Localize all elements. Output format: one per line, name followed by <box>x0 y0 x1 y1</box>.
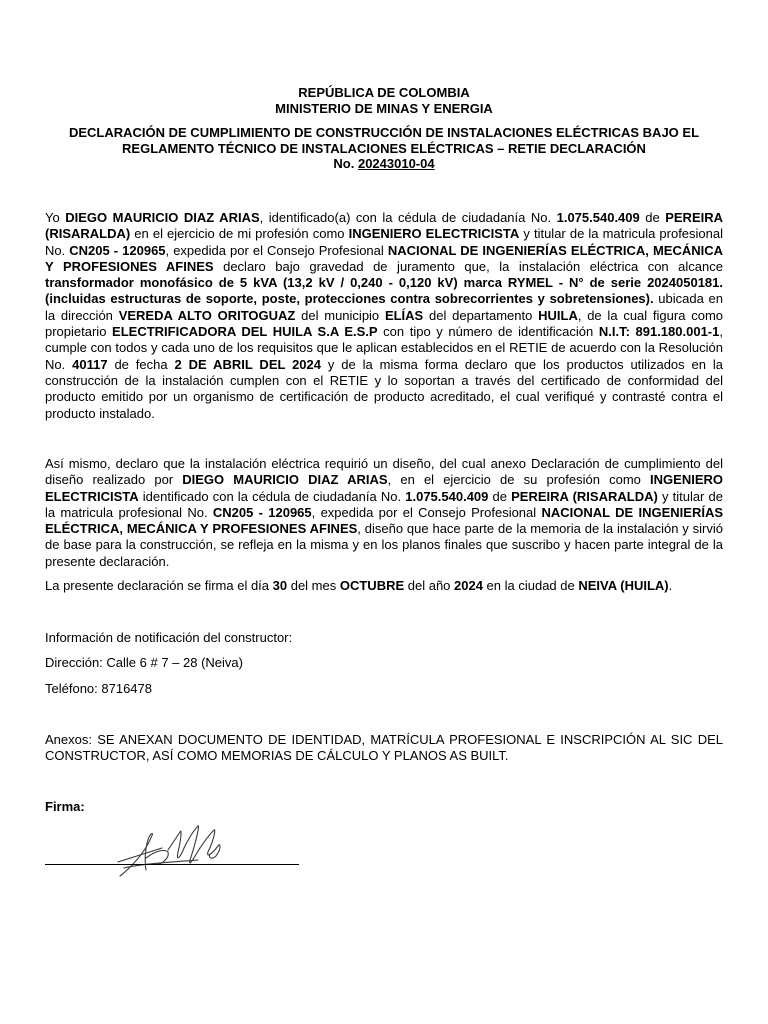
text-run: , identificado(a) con la cédula de ciudadanía No. <box>259 210 557 225</box>
text-run: La presente declaración se firma el día <box>45 578 273 593</box>
annex-statement: Anexos: SE ANEXAN DOCUMENTO DE IDENTIDAD, MATRÍCULA PROFESIONAL E INSCRIPCIÓN AL SIC DEL CONSTRUCTOR, ASÍ COMO MEMORIAS DE CÁLCULO Y PLANOS AS BUILT. <box>45 732 723 763</box>
declaration-paragraph-1 <box>45 210 723 422</box>
text-run: ubicada en la dirección <box>45 291 723 323</box>
bold-run: DIEGO MAURICIO DIAZ ARIAS <box>182 472 388 488</box>
text-run: del año <box>404 578 455 593</box>
document-header <box>0 85 768 116</box>
text-run: del municipio <box>295 307 385 323</box>
ministry-name: MINISTERIO DE MINAS Y ENERGIA <box>275 100 493 116</box>
text-run: , diseño que hace parte de la memoria de la instalación y sirvió de base para la construcción, se refleja en la misma y en los planos finales que suscribo y hacen parte integral de la presente declaración. <box>45 521 723 569</box>
bold-run: ELÍAS <box>384 307 424 323</box>
text-run: de <box>639 210 666 225</box>
signature-date-paragraph <box>45 578 723 594</box>
bold-run: NACIONAL DE INGENIERÍAS ELÉCTRICA, MECÁNICA Y PROFESIONES AFINES <box>45 504 724 537</box>
bold-run: NEIVA (HUILA) <box>578 578 669 593</box>
bold-run: 40117 <box>72 356 108 372</box>
bold-run: ELECTRIFICADORA DEL HUILA S.A E.S.P <box>112 324 378 340</box>
bold-run: 1.075.540.409 <box>556 210 640 225</box>
bold-run: INGENIERO ELECTRICISTA <box>45 472 723 504</box>
handwritten-signature <box>110 818 240 884</box>
bold-run: OCTUBRE <box>339 578 405 593</box>
bold-run: 1.075.540.409 <box>405 488 489 504</box>
bold-run: PEREIRA (RISARALDA) <box>511 488 658 504</box>
title-line-1: DECLARACIÓN DE CUMPLIMIENTO DE CONSTRUCCIÓN DE INSTALACIONES ELÉCTRICAS BAJO EL <box>68 125 700 140</box>
text-run: en el ejercicio de mi profesión como <box>130 226 349 242</box>
declaration-number-value: 20243010-04 <box>357 156 435 171</box>
bold-run: VEREDA ALTO ORITOGUAZ <box>118 307 296 323</box>
bold-run: transformador monofásico de 5 kVA (13,2 kV / 0,240 - 0,120 kV) marca RYMEL - N° de serie 2024050181. (incluidas estructuras de soporte, poste, protecciones contra sobrecorrientes y sobretensiones). <box>45 275 723 307</box>
bold-run: INGENIERO ELECTRICISTA <box>348 226 520 242</box>
signature-line <box>45 864 299 865</box>
constructor-address: Dirección: Calle 6 # 7 – 28 (Neiva) <box>45 655 243 670</box>
declaration-number <box>0 156 768 172</box>
bold-run: NACIONAL DE INGENIERÍAS ELÉCTRICA, MECÁNICA Y PROFESIONES AFINES <box>45 242 723 274</box>
text-run: de <box>488 488 512 504</box>
bold-run: N.I.T: 891.180.001-1 <box>598 324 720 340</box>
text-run: y titular de la matricula profesional No. <box>45 226 723 258</box>
text-run: de fecha <box>107 356 175 372</box>
country-name: REPÚBLICA DE COLOMBIA <box>298 85 470 100</box>
declaration-number-label: No. <box>333 156 355 171</box>
bold-run: CN205 - 120965 <box>212 504 312 520</box>
text-run: en la ciudad de <box>482 578 579 593</box>
bold-run: HUILA <box>538 307 578 323</box>
text-run: del departamento <box>423 307 539 323</box>
text-run: identificado con la cédula de ciudadanía No. <box>138 488 406 504</box>
notification-heading: Información de notificación del constructor: <box>45 630 293 645</box>
text-run: , en el ejercicio de su profesión como <box>387 472 651 488</box>
title-line-2: REGLAMENTO TÉCNICO DE INSTALACIONES ELÉCTRICAS – RETIE DECLARACIÓN <box>122 140 646 156</box>
document-title <box>0 125 768 172</box>
bold-run: 2024 <box>454 578 483 593</box>
bold-run: PEREIRA (RISARALDA) <box>45 210 724 242</box>
text-run: declaro bajo gravedad de juramento que, la instalación eléctrica con alcance <box>213 258 723 274</box>
text-run: , cumple con todos y cada uno de los requisitos que le aplican establecidos en el RETIE de acuerdo con la Resolución No. <box>45 324 723 372</box>
text-run: , expedida por el Consejo Profesional <box>311 504 542 520</box>
declaration-paragraph-2 <box>45 456 723 570</box>
text-run: Así mismo, declaro que la instalación eléctrica requirió un diseño, del cual anexo Declaración de cumplimiento del diseño realizado por <box>45 456 723 488</box>
bold-run: DIEGO MAURICIO DIAZ ARIAS <box>65 210 260 225</box>
bold-run: 2 DE ABRIL DEL 2024 <box>174 356 321 372</box>
bold-run: 30 <box>272 578 288 593</box>
text-run: y de la misma forma declaro que los productos utilizados en la construcción de la instalación cumplen con el RETIE y lo soportan a través del certificado de conformidad del producto emitido por un organismo de certificación de producto acreditado, el cual verifiqué y contrasté contra el producto instalado. <box>45 356 723 421</box>
text-run: del mes <box>287 578 340 593</box>
text-run: Yo <box>45 210 66 225</box>
signature-label: Firma: <box>45 799 85 814</box>
text-run: , de la cual figura como propietario <box>45 307 723 340</box>
text-run: con tipo y número de identificación <box>377 324 599 340</box>
bold-run: CN205 - 120965 <box>69 242 166 258</box>
text-run: , expedida por el Consejo Profesional <box>165 242 388 258</box>
text-run: . <box>668 578 673 593</box>
constructor-phone: Teléfono: 8716478 <box>45 681 152 696</box>
text-run: y titular de la matricula profesional No. <box>45 488 723 520</box>
